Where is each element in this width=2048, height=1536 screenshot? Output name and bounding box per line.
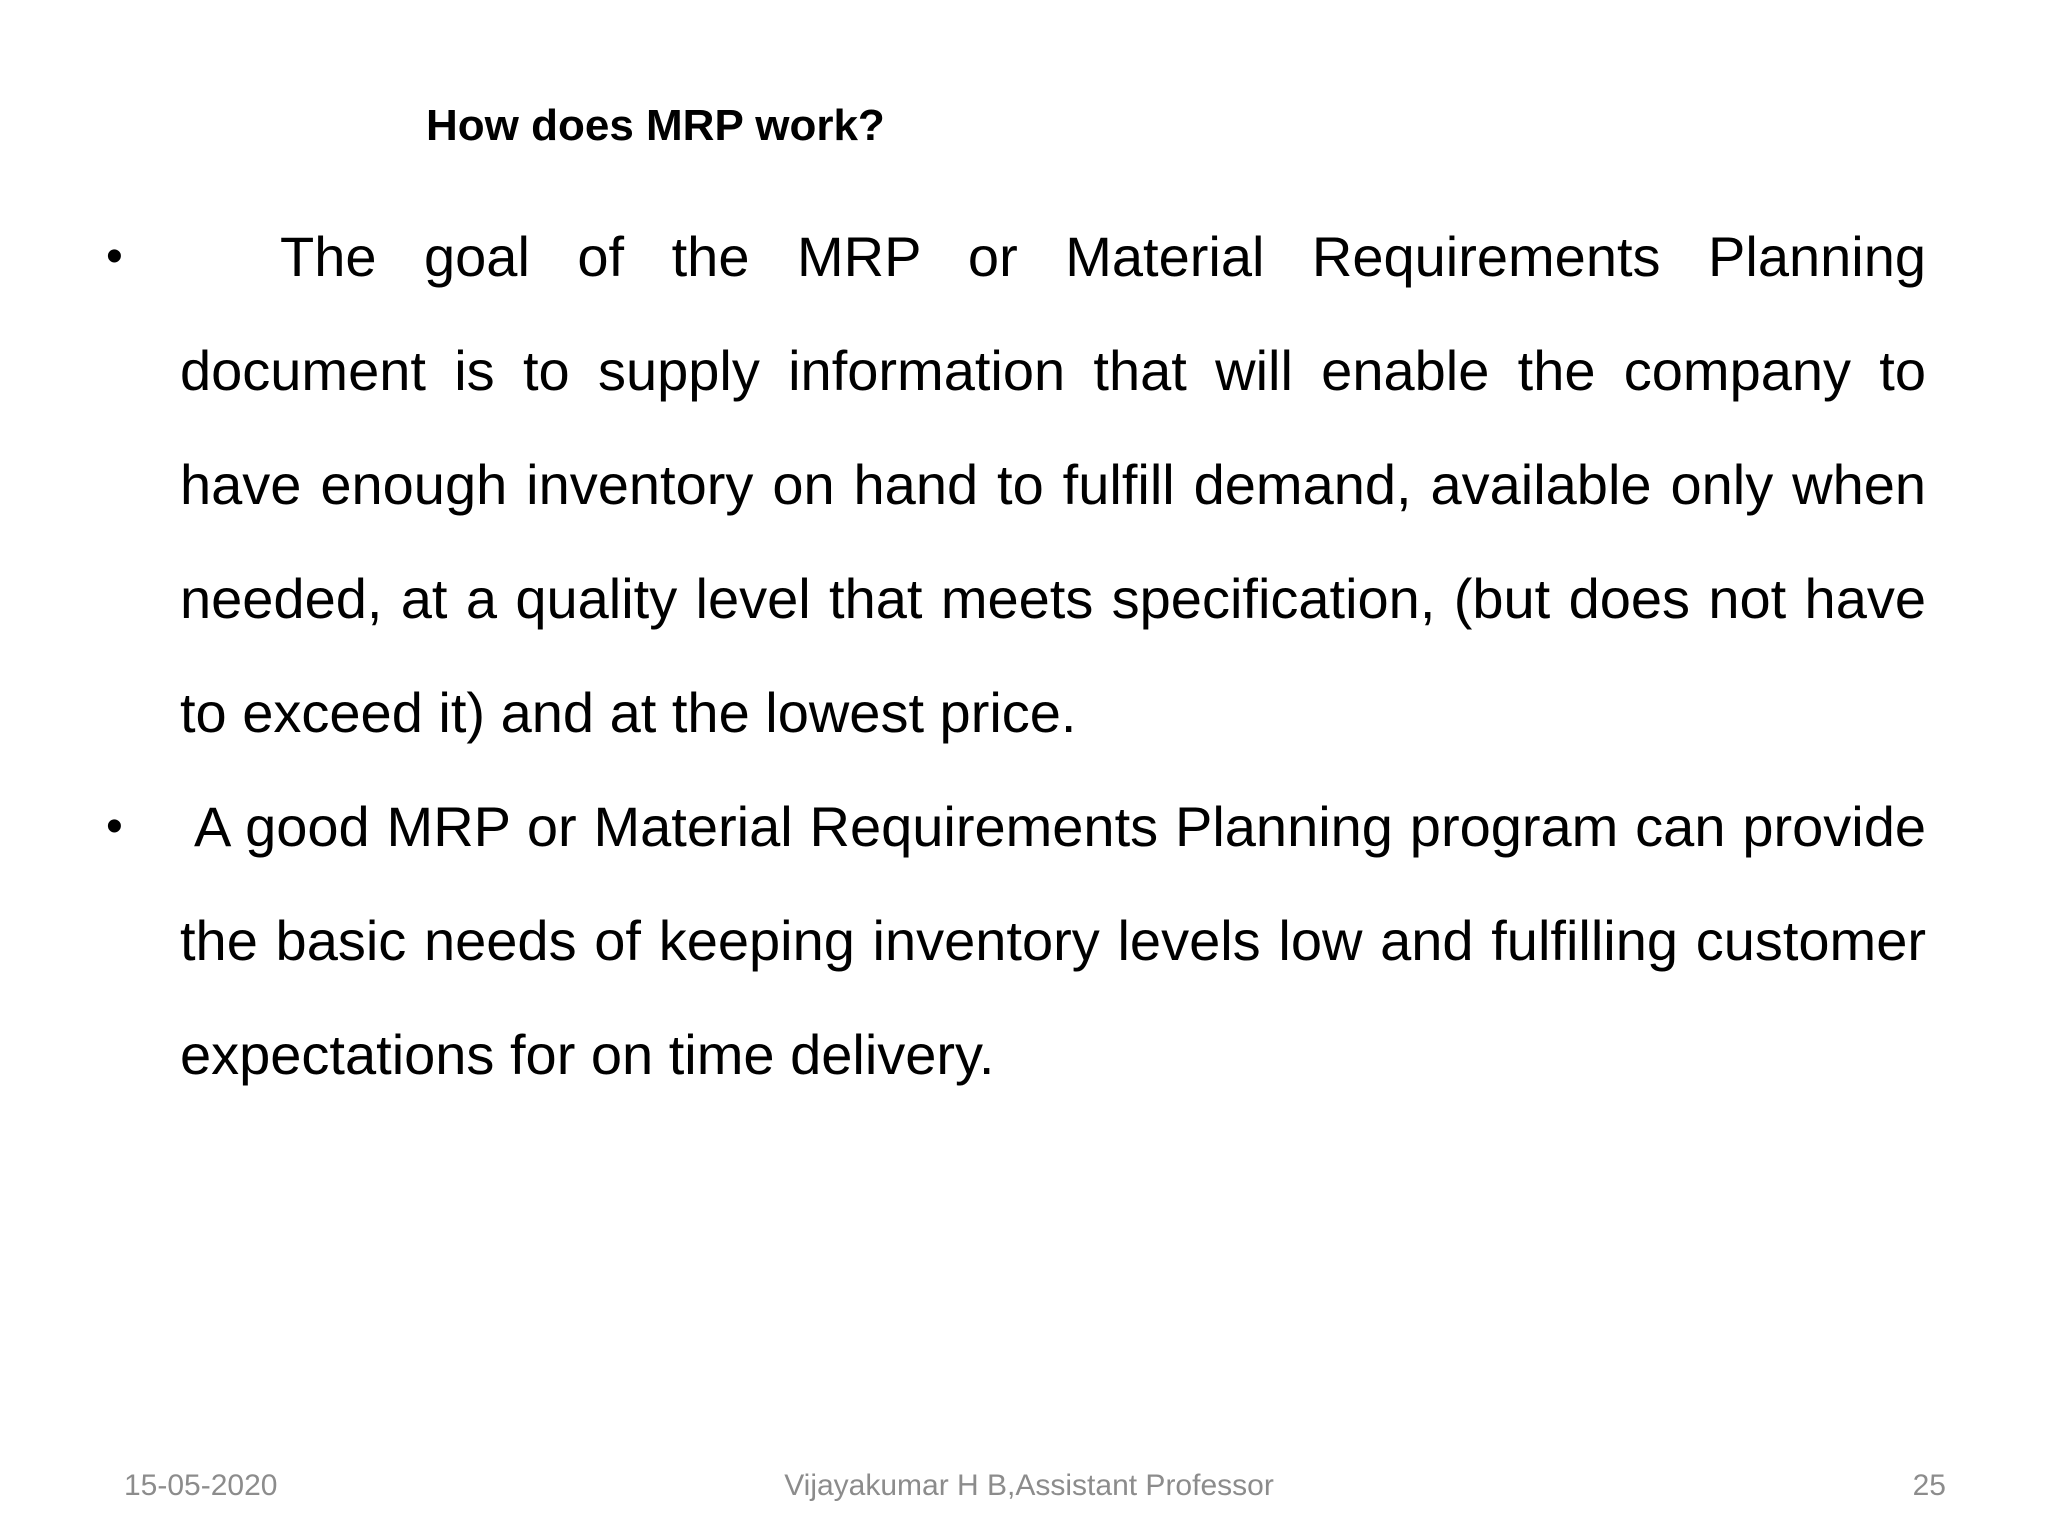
slide-title: How does MRP work?	[426, 101, 885, 150]
bullet-text: The goal of the MRP or Material Requirements Planning document is to supply information that will enable the company to have enough inventory on hand to fulfill demand, available only when needed, at a quality level that meets specification, (but does not have to exceed it) and at the lowest price.	[180, 225, 1926, 744]
bullet-item	[106, 200, 1926, 770]
bullet-icon: •	[106, 800, 123, 853]
bullet-icon: •	[106, 230, 123, 283]
bullet-item	[106, 770, 1926, 1112]
footer-date: 15-05-2020	[124, 1469, 278, 1502]
bullet-list	[106, 200, 1926, 1112]
footer-page-number: 25	[1912, 1469, 1946, 1502]
footer-author-container	[0, 1466, 2048, 1506]
bullet-text: A good MRP or Material Requirements Planning program can provide the basic needs of keeping inventory levels low and fulfilling customer expectations for on time delivery.	[180, 795, 1926, 1086]
footer-author: Vijayakumar H B,Assistant Professor	[784, 1469, 1274, 1502]
